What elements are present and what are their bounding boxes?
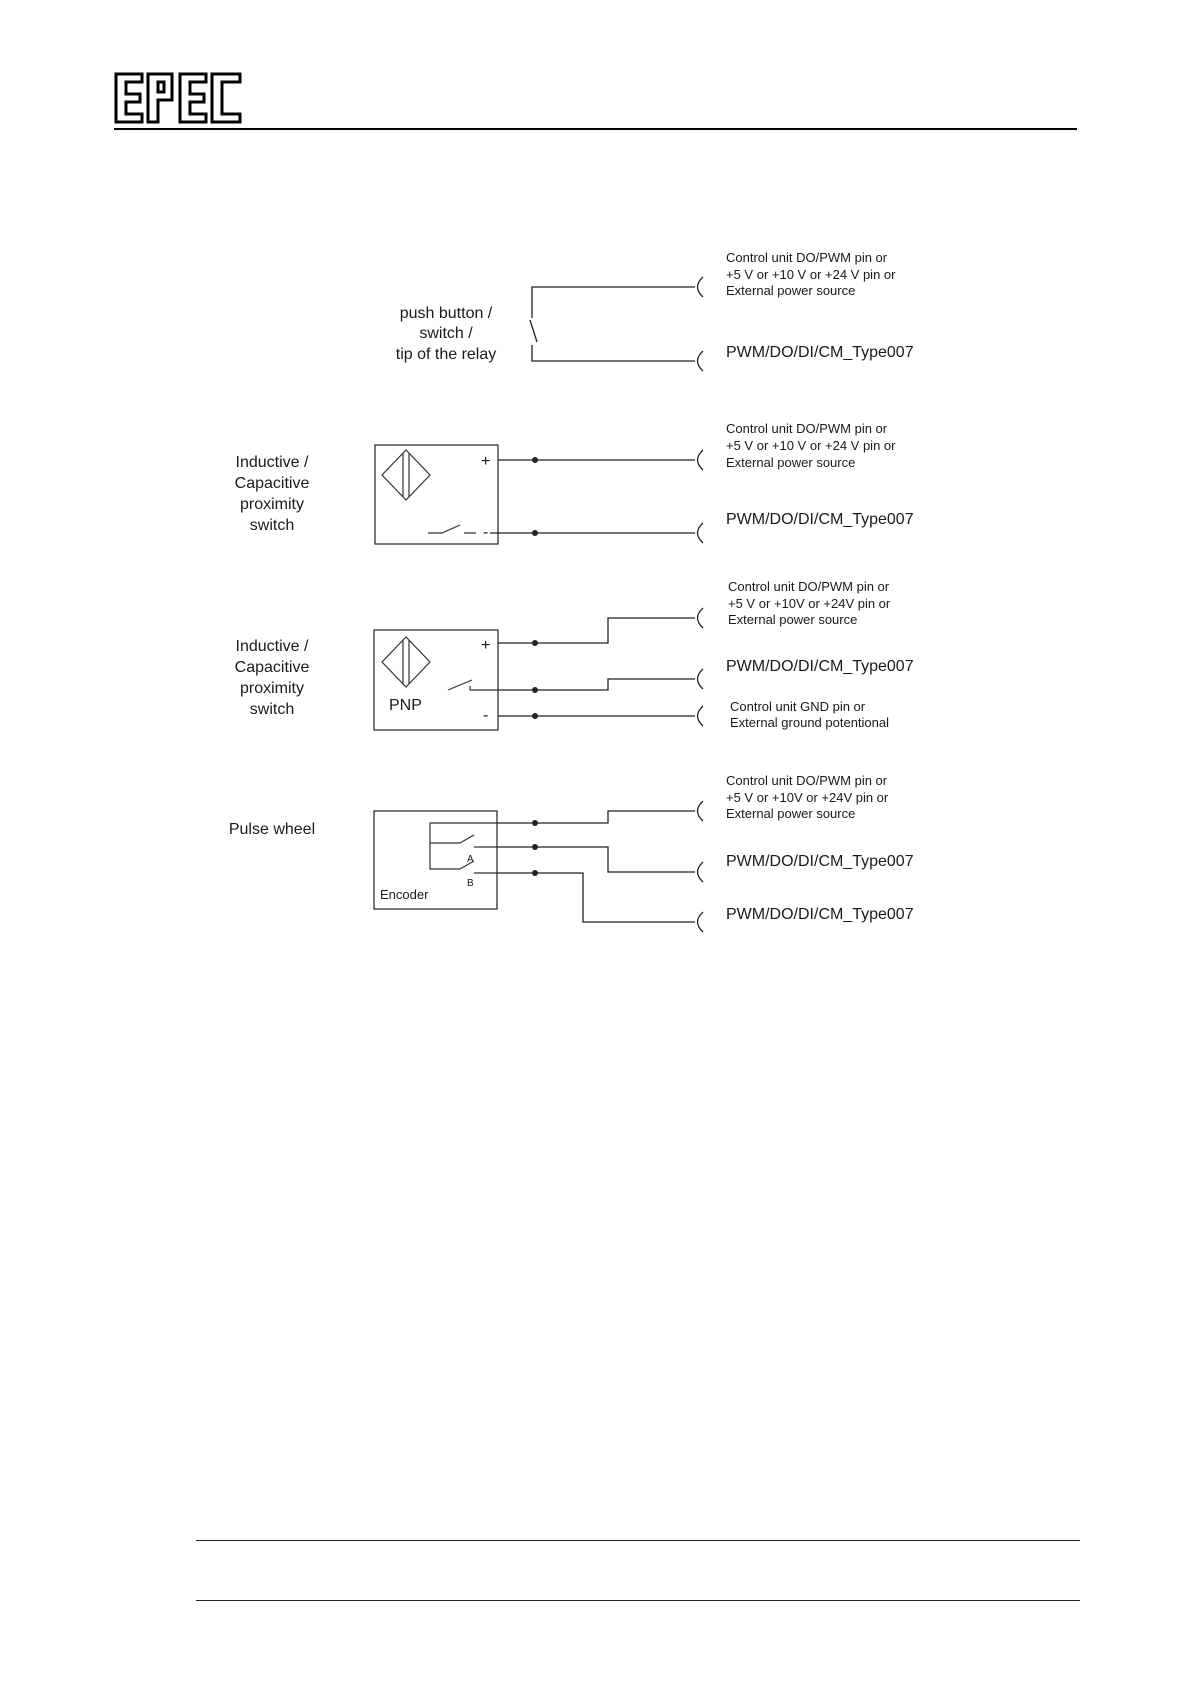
- pnp-type-label: PNP: [389, 697, 422, 714]
- footer-rule-top: [196, 1540, 1080, 1541]
- encoder-junction-dot: [532, 820, 538, 826]
- pnp-gnd-label-1: Control unit GND pin or: [730, 699, 866, 714]
- pnp-top-label-3: External power source: [728, 612, 858, 627]
- encoder-top-terminal: [698, 801, 704, 821]
- pnp-plus-wire: [498, 618, 695, 643]
- pnp-label-1: Inductive /: [235, 638, 309, 655]
- encoder-top-label-1: Control unit DO/PWM pin or: [726, 773, 888, 788]
- push-button-signal-label: PWM/DO/DI/CM_Type007: [726, 344, 914, 361]
- encoder-junction-dot: [532, 844, 538, 850]
- push-button-label-1: push button /: [399, 305, 493, 322]
- prox2-top-terminal: [698, 450, 704, 470]
- pnp-junction-dot: [532, 713, 538, 719]
- pnp-gnd-terminal: [698, 706, 704, 726]
- encoder-junction-dot: [532, 870, 538, 876]
- push-button-top-label-2: +5 V or +10 V or +24 V pin or: [726, 267, 896, 282]
- encoder-b-wire: [497, 873, 695, 922]
- encoder-a-signal-label: PWM/DO/DI/CM_Type007: [726, 853, 914, 870]
- pnp-label-2: Capacitive: [234, 659, 310, 676]
- encoder-b-terminal: [698, 912, 704, 932]
- prox2-bottom-terminal: [698, 523, 704, 543]
- push-button-bottom-terminal: [698, 351, 704, 371]
- prox2-label-2: Capacitive: [234, 475, 310, 492]
- pnp-junction-dot: [532, 687, 538, 693]
- prox2-top-label-1: Control unit DO/PWM pin or: [726, 421, 888, 436]
- push-button-wire: [530, 287, 695, 361]
- encoder-a-terminal: [698, 862, 704, 882]
- prox2-label-1: Inductive /: [235, 454, 309, 471]
- pnp-top-label-1: Control unit DO/PWM pin or: [728, 579, 890, 594]
- pnp-top-label-2: +5 V or +10V or +24V pin or: [728, 596, 891, 611]
- push-button-top-label-1: Control unit DO/PWM pin or: [726, 250, 888, 265]
- prox2-label-4: switch: [249, 517, 295, 534]
- channel-b-label: B: [467, 878, 474, 889]
- prox2-junction-dot: [532, 530, 538, 536]
- push-button-top-terminal: [698, 277, 704, 297]
- pnp-gnd-label-2: External ground potentional: [730, 715, 890, 730]
- pnp-sensor-box: [374, 630, 498, 730]
- pnp-mid-terminal: [698, 669, 704, 689]
- encoder-top-label-2: +5 V or +10V or +24V pin or: [726, 790, 889, 805]
- encoder-top-label-3: External power source: [726, 806, 856, 821]
- pnp-plus-label: +: [481, 637, 491, 654]
- proximity-pnp-circuit: [235, 579, 914, 730]
- pnp-junction-dot: [532, 640, 538, 646]
- pnp-label-3: proximity: [239, 680, 305, 697]
- pulse-wheel-circuit: [229, 773, 914, 932]
- channel-a-label: A: [467, 854, 474, 865]
- encoder-label: Encoder: [380, 887, 429, 902]
- pnp-signal-label: PWM/DO/DI/CM_Type007: [726, 658, 914, 675]
- pnp-minus-label: -: [483, 707, 489, 724]
- push-button-label-3: tip of the relay: [395, 346, 497, 363]
- prox2-plus-label: +: [481, 453, 491, 470]
- prox2-sensor-box: [375, 445, 498, 544]
- push-button-top-label-3: External power source: [726, 283, 856, 298]
- prox2-junction-dot: [532, 457, 538, 463]
- prox2-top-label-2: +5 V or +10 V or +24 V pin or: [726, 438, 896, 453]
- prox2-top-label-3: External power source: [726, 455, 856, 470]
- pnp-signal-wire: [498, 679, 695, 690]
- encoder-b-signal-label: PWM/DO/DI/CM_Type007: [726, 906, 914, 923]
- push-button-label-2: switch /: [419, 325, 473, 342]
- encoder-supply-wire: [497, 811, 695, 823]
- pnp-top-terminal: [698, 608, 704, 628]
- footer-rule-bottom: [196, 1600, 1080, 1601]
- proximity-2wire-circuit: [235, 421, 914, 544]
- prox2-signal-label: PWM/DO/DI/CM_Type007: [726, 511, 914, 528]
- prox2-minus-label: -: [483, 524, 489, 541]
- encoder-a-wire: [497, 847, 695, 872]
- pulse-wheel-label: Pulse wheel: [228, 821, 316, 838]
- push-button-circuit: [396, 250, 914, 371]
- pnp-label-4: switch: [249, 701, 295, 718]
- prox2-label-3: proximity: [239, 496, 305, 513]
